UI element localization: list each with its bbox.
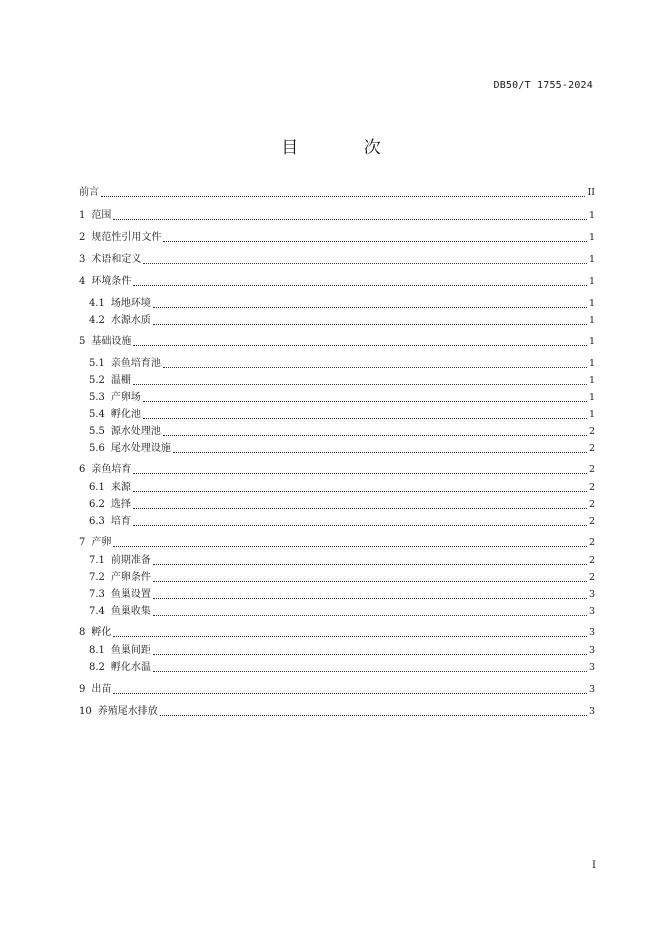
toc-entry-title: 场地环境 [110, 298, 151, 309]
toc-entry-page: 2 [588, 482, 595, 493]
toc-dot-leader [153, 671, 587, 672]
toc-entry[interactable] [89, 295, 595, 311]
toc-entry-title: 鱼巢收集 [110, 606, 151, 617]
toc-entry[interactable] [89, 406, 595, 422]
toc-entry[interactable] [89, 569, 595, 585]
toc-entry-page: 3 [588, 645, 595, 656]
toc-entry[interactable] [79, 184, 595, 200]
toc-entry[interactable] [89, 496, 595, 512]
toc-entry-page: 3 [588, 589, 595, 600]
toc-entry[interactable] [79, 229, 595, 245]
toc-entry[interactable] [79, 251, 595, 267]
toc-entry-title: 孵化 [91, 627, 112, 638]
toc-dot-leader [160, 715, 587, 716]
toc-entry-page: 2 [588, 572, 595, 583]
toc-entry[interactable] [79, 624, 595, 640]
toc-entry-page: 1 [588, 358, 595, 369]
toc-entry-title: 鱼巢设置 [110, 589, 151, 600]
toc-entry-number: 6.1 [89, 482, 105, 493]
toc-entry[interactable] [79, 273, 595, 289]
toc-dot-leader [153, 615, 587, 616]
toc-dot-leader [113, 219, 587, 220]
toc-entry[interactable] [89, 513, 595, 529]
toc-entry[interactable] [79, 534, 595, 550]
toc-entry-page: 2 [588, 443, 595, 454]
toc-entry-title: 来源 [110, 482, 131, 493]
toc-entry[interactable] [89, 355, 595, 371]
toc-dot-leader [101, 196, 585, 197]
toc-entry-title: 术语和定义 [91, 254, 142, 265]
toc-entry-title: 养殖尾水排放 [97, 706, 158, 717]
toc-entry-title: 产卵条件 [110, 572, 151, 583]
toc-entry[interactable] [79, 207, 595, 223]
toc-entry-page: II [587, 187, 595, 198]
toc-entry-title: 鱼巢间距 [110, 645, 151, 656]
toc-entry-number: 7.2 [89, 572, 105, 583]
toc-entry-title: 源水处理池 [110, 426, 161, 437]
toc-entry[interactable] [89, 423, 595, 439]
toc-dot-leader [133, 508, 587, 509]
toc-entry[interactable] [89, 372, 595, 388]
toc-entry-number: 8.2 [89, 662, 105, 673]
toc-dot-leader [113, 693, 587, 694]
toc-entry-title: 规范性引用文件 [91, 232, 162, 243]
toc-entry-title: 水源水质 [110, 315, 151, 326]
toc-entry-number: 10 [79, 706, 92, 717]
toc-entry-number: 7.4 [89, 606, 105, 617]
toc-dot-leader [133, 473, 587, 474]
toc-entry-number: 7.3 [89, 589, 105, 600]
toc-entry-page: 1 [588, 315, 595, 326]
toc-dot-leader [133, 525, 587, 526]
toc-entry-title: 产卵场 [110, 392, 141, 403]
toc-entry-number: 5.3 [89, 392, 105, 403]
toc-entry-number: 6.2 [89, 499, 105, 510]
toc-entry-title: 范围 [91, 210, 112, 221]
toc-entry-page: 1 [588, 298, 595, 309]
toc-dot-leader [163, 435, 587, 436]
toc-entry-page: 1 [588, 276, 595, 287]
toc-dot-leader [153, 654, 587, 655]
toc-entry-number: 8.1 [89, 645, 105, 656]
toc-entry[interactable] [89, 312, 595, 328]
toc-entry-number: 5 [79, 336, 86, 347]
toc-entry-title: 基础设施 [91, 336, 132, 347]
toc-entry-title: 培育 [110, 516, 131, 527]
toc-dot-leader [133, 491, 587, 492]
toc-entry-page: 1 [588, 375, 595, 386]
page-number: I [592, 860, 596, 871]
toc-entry-title: 孵化水温 [110, 662, 151, 673]
toc-dot-leader [133, 285, 587, 286]
toc-dot-leader [133, 345, 587, 346]
toc-entry-number: 2 [79, 232, 86, 243]
toc-entry-title: 孵化池 [110, 409, 141, 420]
toc-entry-number: 8 [79, 627, 86, 638]
toc-dot-leader [153, 307, 587, 308]
toc-entry-page: 2 [588, 516, 595, 527]
toc-entry-page: 2 [588, 464, 595, 475]
page-title: 目 次 [281, 138, 411, 158]
toc-entry-number: 6.3 [89, 516, 105, 527]
toc-entry-number: 7.1 [89, 555, 105, 566]
toc-entry[interactable] [79, 681, 595, 697]
toc-dot-leader [143, 418, 587, 419]
toc-entry-number: 4 [79, 276, 86, 287]
toc-entry-number: 6 [79, 464, 86, 475]
toc-entry[interactable] [89, 479, 595, 495]
toc-dot-leader [153, 324, 587, 325]
toc-entry-number: 5.5 [89, 426, 105, 437]
toc-entry-page: 3 [588, 606, 595, 617]
toc-entry[interactable] [79, 461, 595, 477]
toc-entry-page: 3 [588, 627, 595, 638]
toc-entry-page: 3 [588, 706, 595, 717]
toc-entry-title: 温棚 [110, 375, 131, 386]
toc-entry-number: 5.2 [89, 375, 105, 386]
toc-entry-title: 亲鱼培育池 [110, 358, 161, 369]
toc-dot-leader [163, 241, 587, 242]
toc-entry[interactable] [79, 703, 595, 719]
toc-entry-title: 前期准备 [110, 555, 151, 566]
toc-entry-number: 5.1 [89, 358, 105, 369]
toc-entry-title: 出苗 [91, 684, 112, 695]
toc-entry-number: 1 [79, 210, 86, 221]
toc-entry-number: 4.2 [89, 315, 105, 326]
toc-dot-leader [113, 636, 587, 637]
toc-entry-title: 亲鱼培育 [91, 464, 132, 475]
toc-dot-leader [153, 598, 587, 599]
toc-entry-page: 2 [588, 499, 595, 510]
toc-entry-page: 3 [588, 662, 595, 673]
toc-dot-leader [153, 564, 587, 565]
toc-dot-leader [173, 452, 587, 453]
toc-entry-number: 7 [79, 537, 86, 548]
toc-dot-leader [143, 263, 587, 264]
toc-dot-leader [153, 581, 587, 582]
toc-entry[interactable] [89, 659, 595, 675]
toc-entry-number: 9 [79, 684, 86, 695]
toc-entry-page: 1 [588, 409, 595, 420]
toc-entry-title: 尾水处理设施 [110, 443, 171, 454]
toc-entry-title: 选择 [110, 499, 131, 510]
toc-entry[interactable] [89, 642, 595, 658]
toc-entry-page: 2 [588, 537, 595, 548]
toc-entry-number: 4.1 [89, 298, 105, 309]
toc-entry-page: 2 [588, 426, 595, 437]
toc-dot-leader [143, 401, 587, 402]
toc-entry-page: 1 [588, 336, 595, 347]
toc-entry[interactable] [89, 440, 595, 456]
toc-entry-page: 1 [588, 232, 595, 243]
toc-entry[interactable] [89, 586, 595, 602]
toc-entry[interactable] [89, 552, 595, 568]
toc-entry-page: 1 [588, 210, 595, 221]
toc-entry-page: 1 [588, 254, 595, 265]
toc-dot-leader [113, 546, 587, 547]
toc-entry-number: 3 [79, 254, 86, 265]
toc-entry-title: 环境条件 [91, 276, 132, 287]
toc-entry-number: 5.4 [89, 409, 105, 420]
document-code: DB50/T 1755-2024 [493, 80, 593, 91]
toc-entry[interactable] [89, 389, 595, 405]
toc-entry-title: 产卵 [91, 537, 112, 548]
toc-entry[interactable] [79, 333, 595, 349]
toc-entry[interactable] [89, 603, 595, 619]
toc-entry-page: 1 [588, 392, 595, 403]
toc-entry-number: 5.6 [89, 443, 105, 454]
toc-entry-page: 3 [588, 684, 595, 695]
toc-dot-leader [163, 367, 587, 368]
toc-entry-title: 前言 [79, 187, 99, 198]
toc-dot-leader [133, 384, 587, 385]
toc-entry-page: 2 [588, 555, 595, 566]
